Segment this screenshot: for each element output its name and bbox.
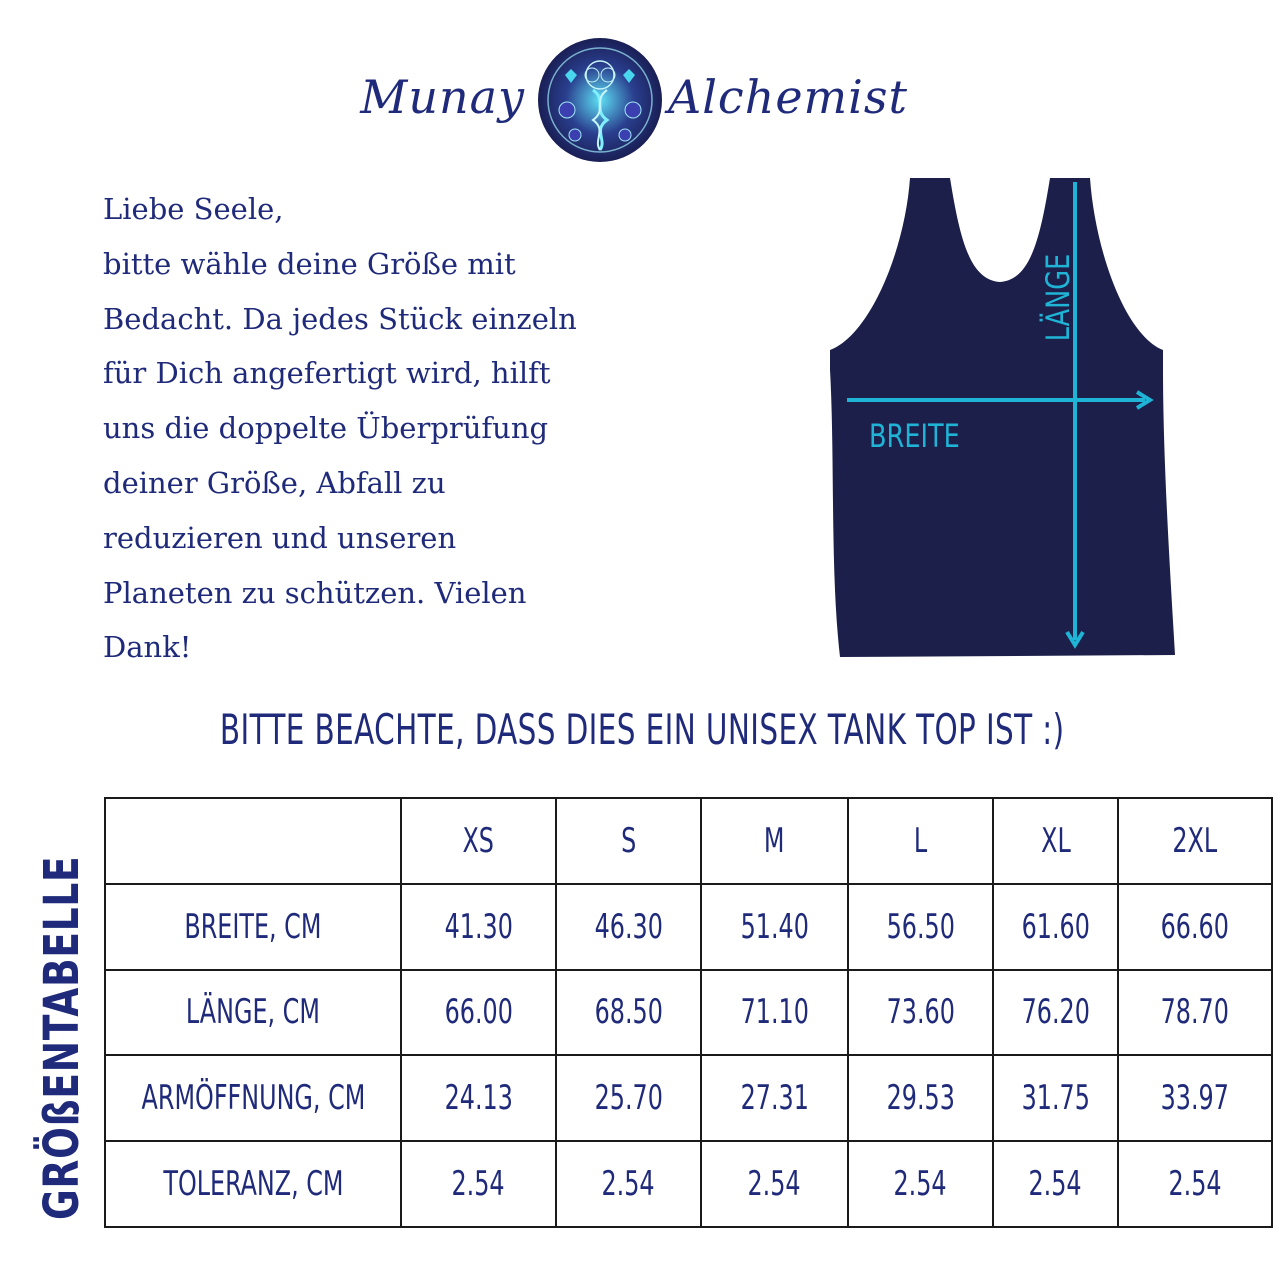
row-label: LÄNGE, CM bbox=[105, 970, 401, 1056]
table-cell: 66.00 bbox=[401, 970, 556, 1056]
table-cell: 56.50 bbox=[848, 884, 993, 970]
table-cell: 66.60 bbox=[1118, 884, 1272, 970]
size-header: S bbox=[556, 798, 701, 884]
table-cell: 78.70 bbox=[1118, 970, 1272, 1056]
table-cell: 29.53 bbox=[848, 1055, 993, 1141]
table-cell: 2.54 bbox=[1118, 1141, 1272, 1227]
intro-line: reduzieren und unseren bbox=[103, 520, 457, 555]
table-row bbox=[105, 970, 1272, 1056]
size-chart-title: GRÖßENTABELLE bbox=[34, 855, 90, 1220]
size-header: XS bbox=[401, 798, 556, 884]
table-cell: 33.97 bbox=[1118, 1055, 1272, 1141]
table-cell: 41.30 bbox=[401, 884, 556, 970]
table-cell: 73.60 bbox=[848, 970, 993, 1056]
table-row bbox=[105, 1055, 1272, 1141]
table-cell: 27.31 bbox=[701, 1055, 848, 1141]
table-cell: 51.40 bbox=[701, 884, 848, 970]
size-header: L bbox=[848, 798, 993, 884]
table-cell: 76.20 bbox=[993, 970, 1118, 1056]
size-header: 2XL bbox=[1118, 798, 1272, 884]
table-cell: 2.54 bbox=[993, 1141, 1118, 1227]
table-cell: 61.60 bbox=[993, 884, 1118, 970]
tank-top-diagram bbox=[825, 170, 1175, 665]
table-row bbox=[105, 884, 1272, 970]
table-cell: 31.75 bbox=[993, 1055, 1118, 1141]
table-cell: 68.50 bbox=[556, 970, 701, 1056]
table-cell: 71.10 bbox=[701, 970, 848, 1056]
table-header-row bbox=[105, 798, 1272, 884]
row-label: BREITE, CM bbox=[105, 884, 401, 970]
size-table bbox=[104, 797, 1273, 1228]
table-cell: 24.13 bbox=[401, 1055, 556, 1141]
brand-logo-icon bbox=[535, 35, 665, 165]
width-label: BREITE bbox=[869, 417, 960, 455]
intro-line: uns die doppelte Überprüfung bbox=[103, 411, 549, 446]
size-header: M bbox=[701, 798, 848, 884]
row-label: ARMÖFFNUNG, CM bbox=[105, 1055, 401, 1141]
intro-line: Bedacht. Da jedes Stück einzeln bbox=[103, 301, 577, 336]
table-row bbox=[105, 1141, 1272, 1227]
table-cell: 2.54 bbox=[701, 1141, 848, 1227]
brand-name-left: Munay bbox=[360, 70, 525, 124]
length-label: LÄNGE bbox=[1039, 253, 1077, 342]
table-cell: 2.54 bbox=[401, 1141, 556, 1227]
brand-name-right: Alchemist bbox=[668, 70, 908, 124]
intro-message bbox=[103, 182, 703, 675]
intro-line: deiner Größe, Abfall zu bbox=[103, 465, 446, 500]
size-header: XL bbox=[993, 798, 1118, 884]
intro-line: für Dich angefertigt wird, hilft bbox=[103, 356, 551, 391]
intro-line: Dank! bbox=[103, 630, 192, 665]
intro-line: bitte wähle deine Größe mit bbox=[103, 246, 516, 281]
intro-line: Planeten zu schützen. Vielen bbox=[103, 575, 527, 610]
brand-header bbox=[0, 30, 1280, 170]
row-label: TOLERANZ, CM bbox=[105, 1141, 401, 1227]
table-corner-cell bbox=[105, 798, 401, 884]
table-cell: 2.54 bbox=[848, 1141, 993, 1227]
unisex-notice: BITTE BEACHTE, DASS DIES EIN UNISEX TANK TOP IST :) bbox=[219, 705, 1065, 754]
table-cell: 25.70 bbox=[556, 1055, 701, 1141]
intro-line: Liebe Seele, bbox=[103, 192, 284, 226]
table-cell: 46.30 bbox=[556, 884, 701, 970]
table-cell: 2.54 bbox=[556, 1141, 701, 1227]
